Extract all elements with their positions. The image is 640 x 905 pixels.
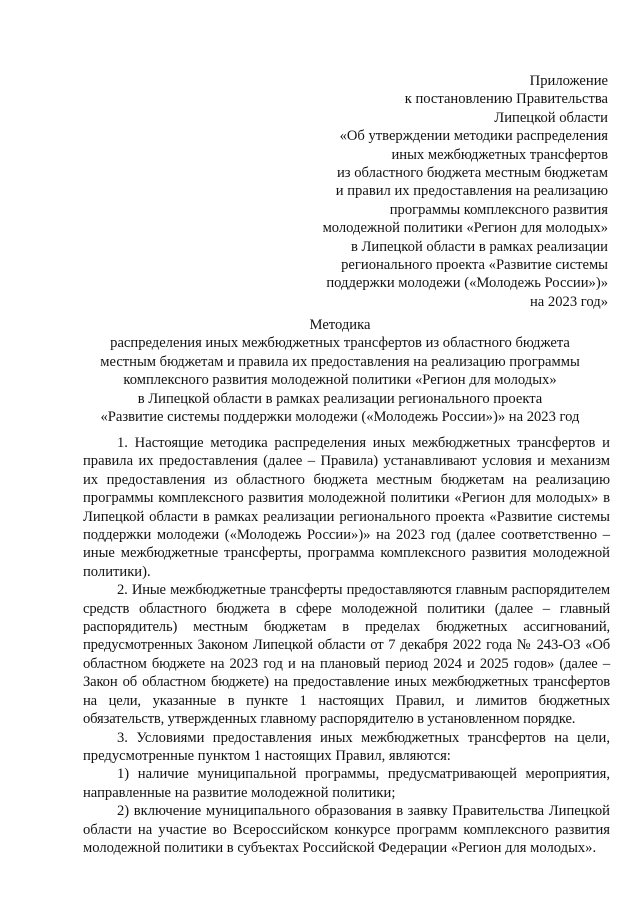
appendix-line: в Липецкой области в рамках реализации <box>350 238 608 255</box>
title-line: Методика <box>309 317 371 333</box>
paragraph-3-item-2: 2) включение муниципального образования в заявку Правительства Липецкой области на участие во Всероссийском конкурсе программ комплексного развития молодежной политики в субъектах Российской Федерации «Регион для молодых». <box>83 803 610 856</box>
paragraph-1: 1. Настоящие методика распределения иных межбюджетных трансфертов и правила их предоставления (далее – Правила) устанавливают условия и механизм их предоставления из областного бюджета местным бюджетам на реализацию программы комплексного развития молодежной политики «Регион для молодых» в Липецкой области в рамках реализации регионального проекта «Развитие системы поддержки молодежи («Молодежь России»)» на 2023 год (далее соответственно – иные межбюджетные трансферты, программа комплексного развития молодежной политики). <box>83 435 610 580</box>
paragraph-2: 2. Иные межбюджетные трансферты предоставляются главным распорядителем средств областного бюджета в сфере молодежной политики (далее – главный распорядитель) местным бюджетам в пределах бюджетных ассигнований, предусмотренных Законом Липецкой области от 7 декабря 2022 года № 243-ОЗ «Об областном бюджете на 2023 год и на плановый период 2024 и 2025 годов» (далее – Закон об областном бюджете) на предоставление иных межбюджетных трансфертов на цели, указанные в пункте 1 настоящих Правил, и лимитов бюджетных обязательств, утвержденных главному распорядителю в установленном порядке. <box>83 582 610 728</box>
appendix-header <box>268 72 608 311</box>
title-line: комплексного развития молодежной политики «Регион для молодых» <box>123 372 557 389</box>
paragraph-3-item-1: 1) наличие муниципальной программы, предусматривающей мероприятия, направленные на развитие молодежной политики; <box>83 766 610 801</box>
title-line: местным бюджетам и правила их предоставления на реализацию программы <box>100 353 580 370</box>
appendix-line: программы комплексного развития <box>389 201 608 218</box>
document-body <box>83 434 610 857</box>
appendix-line: Липецкой области <box>494 109 608 126</box>
appendix-line: к постановлению Правительства <box>404 91 608 108</box>
paragraph-3: 3. Условиями предоставления иных межбюджетных трансфертов на цели, предусмотренные пунктом 1 настоящих Правил, являются: <box>83 729 610 764</box>
appendix-line: иных межбюджетных трансфертов <box>391 146 608 163</box>
document-title <box>40 316 640 426</box>
title-line: в Липецкой области в рамках реализации регионального проекта <box>137 390 543 407</box>
title-line: «Развитие системы поддержки молодежи («Молодежь России»)» на 2023 год <box>100 409 580 426</box>
appendix-line: «Об утверждении методики распределения <box>339 128 608 145</box>
appendix-line: регионального проекта «Развитие системы <box>341 257 608 274</box>
appendix-line: Приложение <box>529 73 608 89</box>
appendix-line: из областного бюджета местным бюджетам <box>336 165 608 182</box>
appendix-line: и правил их предоставления на реализацию <box>335 183 608 200</box>
title-line: распределения иных межбюджетных трансфертов из областного бюджета <box>110 335 570 352</box>
appendix-line: поддержки молодежи («Молодежь России»)» <box>326 275 608 292</box>
appendix-line: на 2023 год» <box>530 293 608 310</box>
appendix-line: молодежной политики «Регион для молодых» <box>322 220 608 237</box>
